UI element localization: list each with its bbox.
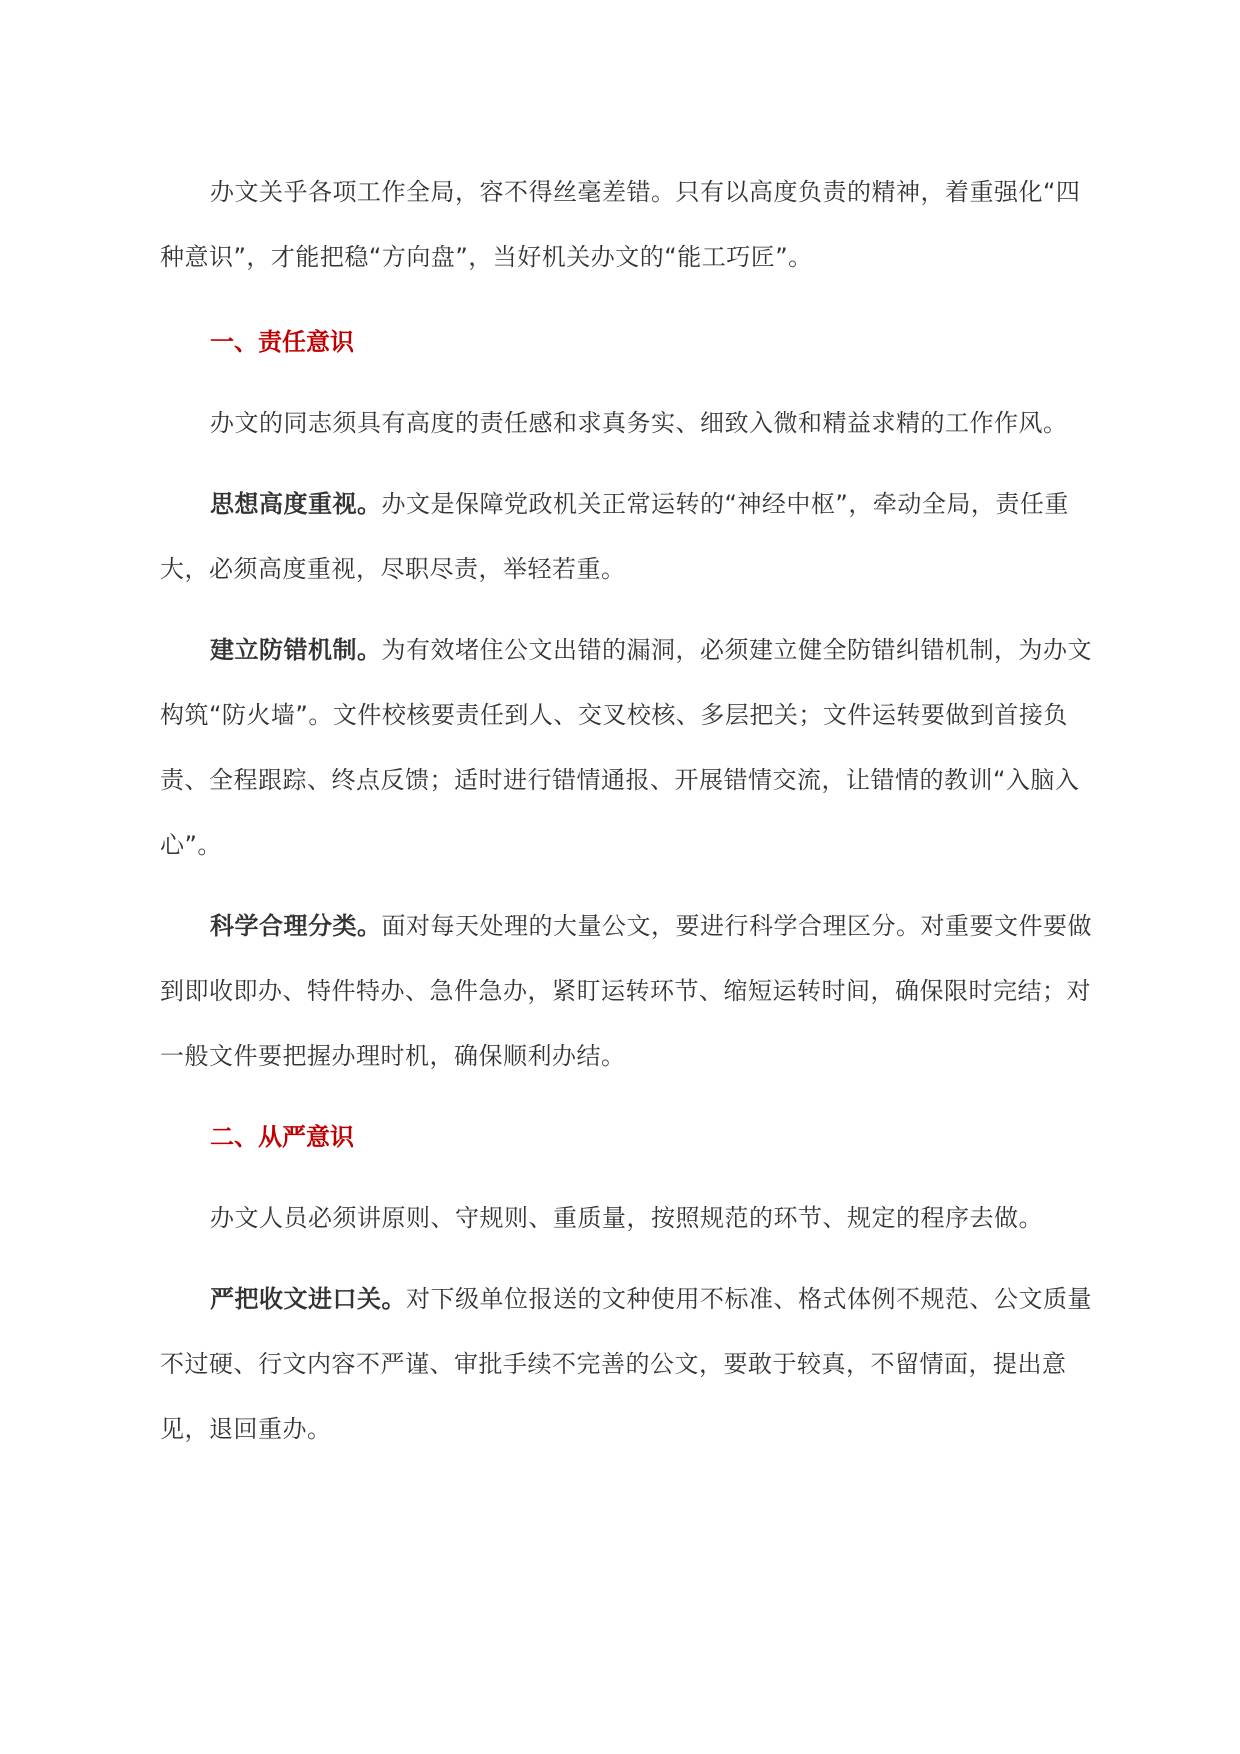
point-paragraph-classification	[160, 894, 1100, 1089]
point-text-attention: 办文是保障党政机关正常运转的“神经中枢”，牵动全局，责任重大，必须高度重视，尽职尽责，举轻若重。	[160, 490, 1069, 583]
point-text-error-prevention: 为有效堵住公文出错的漏洞，必须建立健全防错纠错机制，为办文构筑“防火墙”。文件校核要责任到人、交叉校核、多层把关；文件运转要做到首接负责、全程跟踪、终点反馈；适时进行错情通报、开展错情交流，让错情的教训“入脑入心”。	[160, 636, 1092, 859]
point-text-incoming-check: 对下级单位报送的文种使用不标准、格式体例不规范、公文质量不过硬、行文内容不严谨、审批手续不完善的公文，要敢于较真，不留情面，提出意见，退回重办。	[160, 1285, 1092, 1443]
point-lead-classification: 科学合理分类。	[210, 912, 382, 940]
section-summary-strictness: 办文人员必须讲原则、守规则、重质量，按照规范的环节、规定的程序去做。	[210, 1204, 1043, 1232]
point-lead-attention: 思想高度重视。	[210, 490, 382, 518]
point-text-classification: 面对每天处理的大量公文，要进行科学合理区分。对重要文件要做到即收即办、特件特办、急件急办，紧盯运转环节、缩短运转时间，确保限时完结；对一般文件要把握办理时机，确保顺利办结。	[160, 912, 1092, 1070]
document-page	[160, 160, 1100, 1478]
point-paragraph-attention	[160, 472, 1100, 602]
section-heading-responsibility: 一、责任意识	[210, 328, 354, 356]
point-lead-incoming-check: 严把收文进口关。	[210, 1285, 406, 1313]
point-paragraph-incoming-check	[160, 1267, 1100, 1462]
section-heading-strictness: 二、从严意识	[210, 1123, 354, 1151]
intro-paragraph: 办文关乎各项工作全局，容不得丝毫差错。只有以高度负责的精神，着重强化“四种意识”，才能把稳“方向盘”，当好机关办文的“能工巧匠”。	[160, 178, 1081, 271]
point-paragraph-error-prevention	[160, 618, 1100, 878]
point-lead-error-prevention: 建立防错机制。	[210, 636, 382, 664]
section-summary-responsibility: 办文的同志须具有高度的责任感和求真务实、细致入微和精益求精的工作作风。	[210, 409, 1068, 437]
